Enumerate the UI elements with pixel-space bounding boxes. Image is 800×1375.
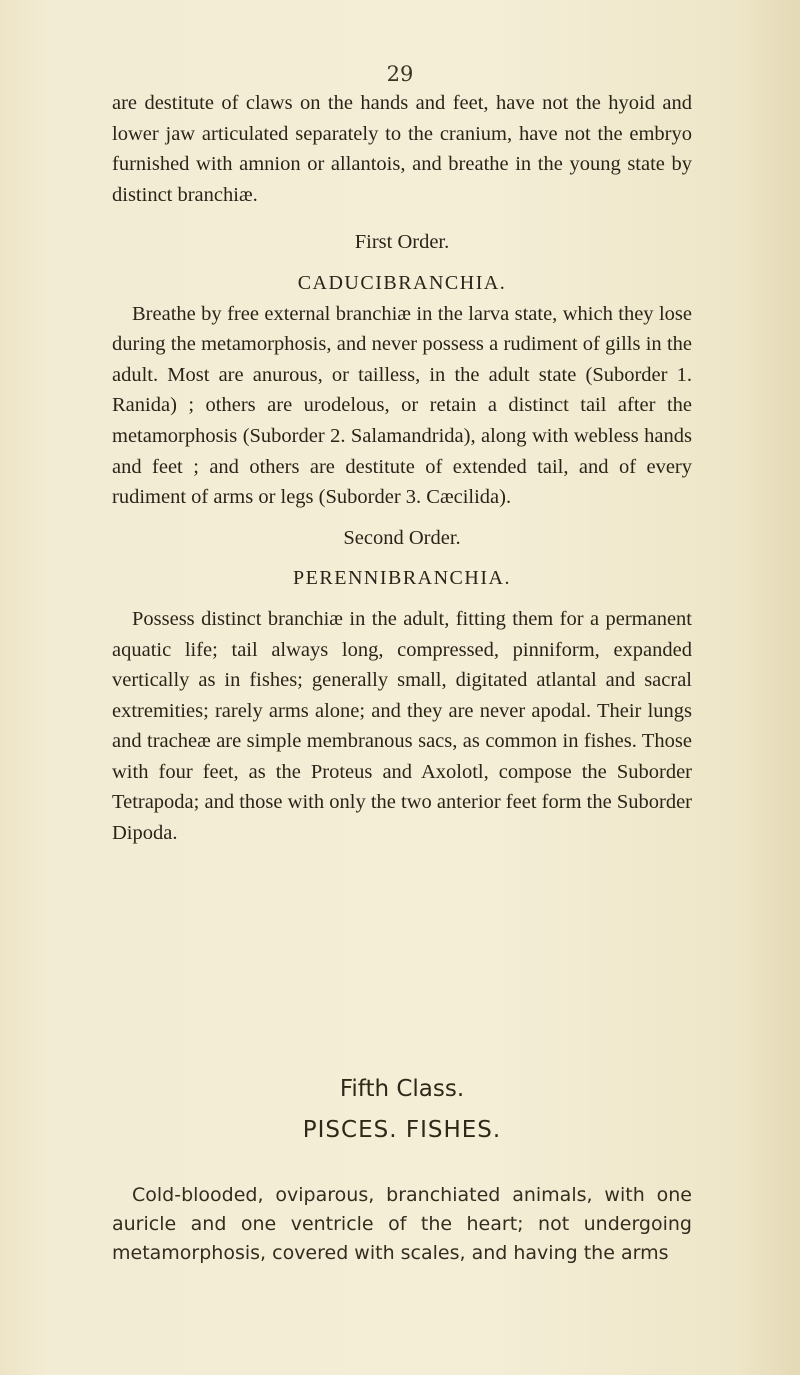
second-order-heading: Second Order.	[343, 526, 461, 549]
second-order-name: PERENNIBRANCHIA.	[293, 567, 511, 590]
first-order-heading: First Order.	[354, 231, 450, 254]
fifth-class-name: PISCES. FISHES.	[302, 1117, 502, 1143]
fifth-class-heading: Fifth Class.	[339, 1076, 465, 1102]
first-order-description: Breathe by free external branchiæ in the larva state, which they lose during the metamorphosis, and never possess a rudiment of gills in the adult. Most are anurous, or tailless, in the adult state (Suborder 1. Ranida) ; others are urodelous, or retain a distinct tail after the metamorphosis (Suborder 2. Salamandrida), along with webless hands and feet ; and others are destitute of extended tail, and of every rudiment of arms or legs (Suborder 3. Cæcilida).	[112, 302, 692, 509]
second-order-description: Possess distinct branchiæ in the adult, fitting them for a permanent aquatic life; tail always long, compressed, pinniform, expanded vertically as in fishes; generally small, digitated atlantal and sacral extremities; rarely arms alone; and they are never apodal. Their lungs and tracheæ are simple membranous sacs, as common in fishes. Those with four feet, as the Proteus and Axolotl, compose the Suborder Tetrapoda; and those with only the two anterior feet form the Suborder Dipoda.	[112, 607, 692, 845]
fifth-class-description: Cold-blooded, oviparous, branchiated animals, with one auricle and one ventricle of the heart; not undergoing metamorphosis, covered with scales, and having the arms	[112, 1184, 692, 1264]
fifth-class-text	[112, 1162, 692, 1287]
intro-paragraph: are destitute of claws on the hands and feet, have not the hyoid and lower jaw articulated separately to the cranium, have not the embryo furnished with amnion or allantois, and breathe in the young state by distinct branchiæ.	[112, 92, 692, 206]
page-number: 29	[386, 62, 414, 86]
main-text	[112, 88, 692, 849]
first-order-name: CADUCIBRANCHIA.	[297, 271, 507, 294]
